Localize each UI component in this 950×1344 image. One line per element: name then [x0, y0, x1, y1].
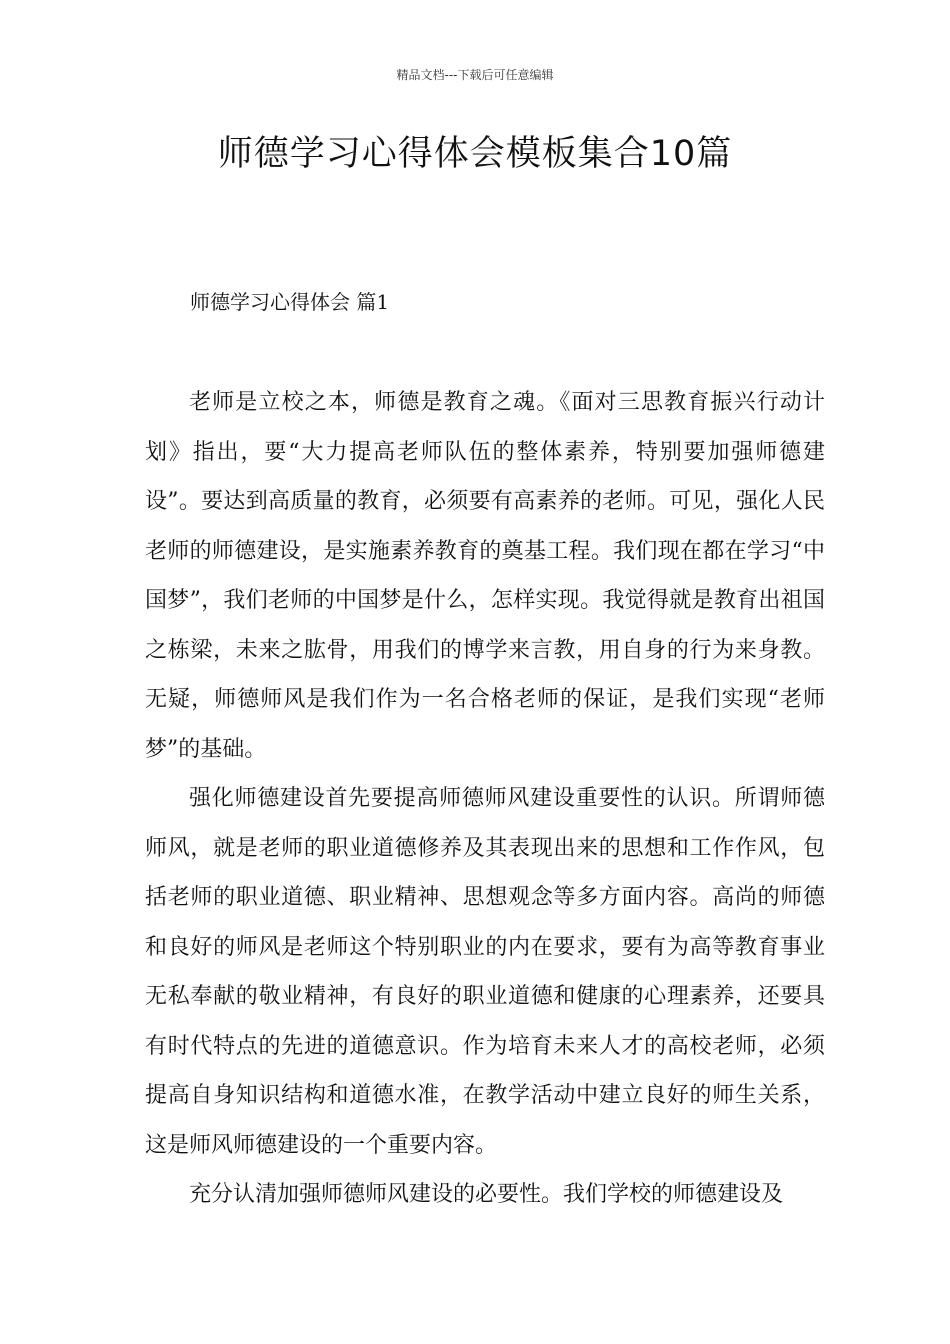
document-body [145, 378, 825, 1220]
paragraph-3: 充分认清加强师德师风建设的必要性。我们学校的师德建设及 [189, 1182, 784, 1207]
paragraph-1: 老师是立校之本，师德是教育之魂。《面对三思教育振兴行动计划》指出，要“大力提高老师队伍的整体素养，特别要加强师德建设”。要达到高质量的教育，必须要有高素养的老师。可见，强化人民老师的师德建设，是实施素养教育的奠基工程。我们现在都在学习“中国梦”，我们老师的中国梦是什么，怎样实现。我觉得就是教育出祖国之栋梁，未来之肱骨，用我们的博学来言教，用自身的行为来身教。无疑，师德师风是我们作为一名合格老师的保证，是我们实现“老师梦”的基础。 [145, 390, 825, 762]
document-title: 师德学习心得体会模板集合10篇 [217, 134, 733, 174]
paragraph-2: 强化师德建设首先要提高师德师风建设重要性的认识。所谓师德师风，就是老师的职业道德修养及其表现出来的思想和工作作风，包括老师的职业道德、职业精神、思想观念等多方面内容。高尚的师德和良好的师风是老师这个特别职业的内在要求，要有为高等教育事业无私奉献的敬业精神，有良好的职业道德和健康的心理素养，还要具有时代特点的先进的道德意识。作为培育未来人才的高校老师，必须提高自身知识结构和道德水准，在教学活动中建立良好的师生关系，这是师风师德建设的一个重要内容。 [145, 786, 825, 1158]
header-note: 精品文档---下载后可任意编辑 [396, 68, 554, 82]
section-heading: 师德学习心得体会 篇1 [190, 290, 390, 314]
